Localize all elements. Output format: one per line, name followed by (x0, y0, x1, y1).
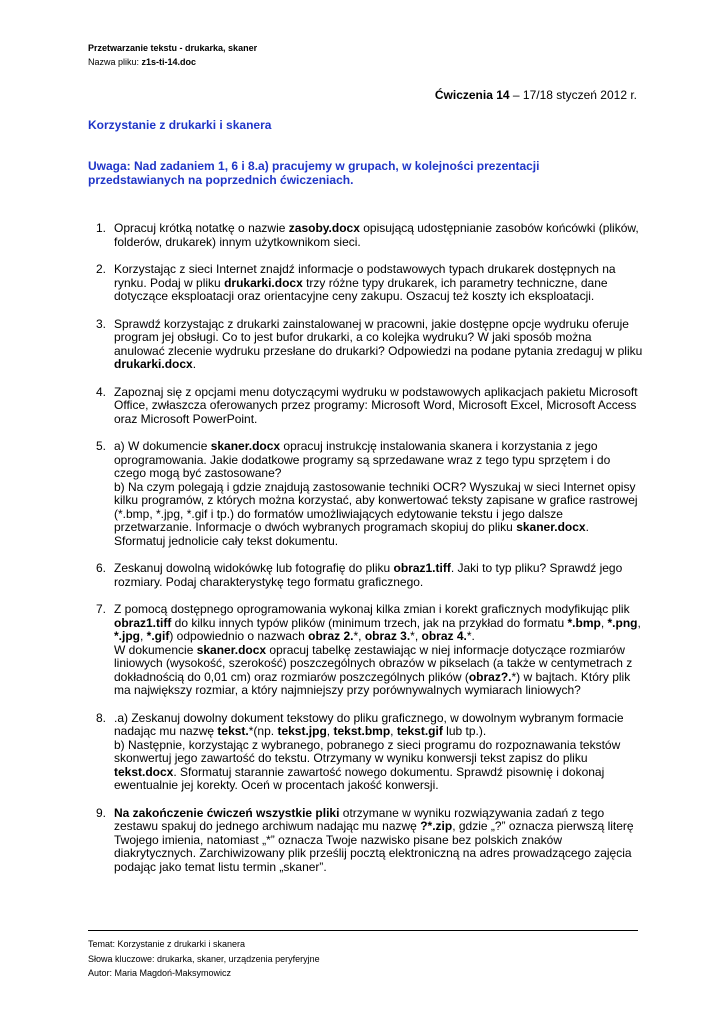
task-text: Z pomocą dostępnego oprogramowania wykonaj kilka zmian i korekt graficznych modyfikując plik (114, 602, 630, 616)
task-text: , gdzie „?” oznacza pierwszą literę Twojego imienia, natomiast „*” oznacza Twoje nazwisko pisane bez polskich znaków diakrytycznych. Zarchiwizowany plik prześlij pocztą elektroniczną na adres prowadzącego zajęcia podając jako temat listu termin „skaner”. (114, 819, 634, 874)
task-bold-text: obraz 2. (308, 629, 354, 643)
footer-divider (88, 930, 638, 931)
footer-keywords: Słowa kluczowe: drukarka, skaner, urządzenia peryferyjne (88, 954, 320, 964)
task-number: 5. (96, 439, 107, 453)
task-bold-text: obraz 4. (421, 629, 467, 643)
task-bold-text: tekst.jpg (277, 724, 327, 738)
task-list (88, 222, 643, 888)
task-bold-text: obraz?. (468, 669, 512, 684)
task-text: . Sformatuj jednolicie cały tekst dokumentu. (114, 520, 589, 548)
task-text: trzy różne typy drukarek, ich parametry techniczne, dane dotyczące eksploatacji oraz orientacyjne ceny zakupu. Oszacuj też koszty ich eksploatacji. (114, 275, 608, 303)
task-bold-text: *.png (607, 615, 638, 630)
task-text: .a) Zeskanuj dowolny dokument tekstowy do pliku graficznego, w dowolnym wybranym formacie nadając mu nazwę (114, 710, 624, 738)
task-text: , (637, 615, 641, 630)
task-bold-text: *.jpg (114, 629, 140, 643)
task-bold-text: skaner.docx (516, 520, 586, 534)
task-bold-text: *.bmp (567, 615, 601, 630)
task-bold-text: ?*.zip (420, 819, 453, 833)
task-item (88, 440, 643, 548)
task-text: . Jaki to typ pliku? Sprawdź jego rozmiary. Podaj charakterystykę tego formatu graficznego. (114, 561, 623, 589)
task-item (88, 807, 643, 875)
task-text: . (192, 357, 197, 371)
task-text: lub tp.). (442, 724, 487, 738)
task-number: 4. (96, 384, 107, 399)
task-text: Sprawdź korzystając z drukarki zainstalowanej w pracowni, jakie dostępne opcje wydruku oferuje program jej obsługi. Co to jest bufor drukarki, a co kolejka wydruku? W jaki sposób można anulować zlecenie wydruku przesłane do drukarki? Odpowiedzi na podane pytania zredaguj w pliku (114, 316, 643, 358)
task-bold-text: Na zakończenie ćwiczeń wszystkie pliki (114, 805, 340, 820)
task-bold-text: zasoby.docx (288, 221, 360, 235)
task-bold-text: skaner.docx (210, 439, 281, 453)
task-item (88, 603, 643, 698)
task-text: *) w bajtach. Który plik ma największy rozmiar, a który najmniejszy przy porównywalnych wymiarach liniowych? (114, 669, 631, 697)
task-item (88, 263, 643, 304)
task-bold-text: obraz 3. (364, 629, 411, 643)
task-text: do kilku innych typów plików (minimum trzech, jak na przykład do formatu (171, 615, 568, 630)
task-number: 7. (96, 602, 107, 616)
task-item (88, 712, 643, 793)
task-bold-text: tekst. (217, 724, 249, 738)
group-work-note: Uwaga: Nad zadaniem 1, 6 i 8.a) pracujemy w grupach, w kolejności prezentacji przedstawianych na poprzednich ćwiczeniach. (88, 159, 540, 187)
task-text: ) odpowiednio o nazwach (169, 629, 309, 643)
task-text: . Sformatuj starannie zawartość nowego dokumentu. Sprawdź pisownię i dokonaj ewentualnie jej korekty. Oceń w procentach jakość konwersji. (114, 764, 605, 792)
task-text: W dokumencie (114, 642, 197, 657)
task-number: 6. (96, 561, 107, 575)
task-text: *, (353, 629, 365, 643)
task-text: *, (410, 629, 422, 643)
task-number: 9. (96, 805, 107, 820)
task-bold-text: tekst.bmp (333, 724, 391, 738)
task-bold-text: drukarki.docx (224, 275, 303, 290)
task-text: Zapoznaj się z opcjami menu dotyczącymi wydruku w podstawowych aplikacjach pakietu Microsoft Office, zwłaszcza oferowanych przez programy: Microsoft Word, Microsoft Excel, Microsoft Access oraz Microsoft PowerPoint. (114, 384, 638, 426)
exercise-label: Ćwiczenia 14 (434, 88, 510, 102)
file-name-value: z1s-ti-14.doc (141, 57, 197, 67)
task-text: b) Na czym polegają i gdzie znajdują zastosowanie techniki OCR? Wyszukaj w sieci Internet opisy kilku programów, z których można korzystać, aby konwertować teksty zapisane w grafice rastrowej (*.bmp, *.jpg, *.gif i tp.) do formatów umożliwiających edytowanie tekstu i jego dalsze przetwarzanie. Informacje o dwóch wybranych programach skopiuj do pliku (114, 479, 638, 534)
subject-heading: Korzystanie z drukarki i skanera (88, 118, 272, 132)
footer-author: Autor: Maria Magdoń-Maksymowicz (88, 968, 232, 978)
task-text: a) W dokumencie (114, 439, 211, 453)
task-text: *(np. (248, 724, 278, 738)
task-item (88, 386, 643, 427)
task-text: Zeskanuj dowolną widokówkę lub fotografię do pliku (114, 561, 394, 575)
task-text: *. (466, 629, 475, 643)
task-text: opracuj instrukcję instalowania skanera i korzystania z jego oprogramowania. Jakie dodatkowe programy są sprzedawane wraz z tego typu sprzętem i do czego mogą być zastosowane? (114, 439, 611, 480)
task-bold-text: skaner.docx (196, 642, 267, 657)
task-text: otrzymane w wyniku rozwiązywania zadań z tego zestawu spakuj do jednego archiwum nadając mu nazwę (114, 805, 605, 833)
task-text: Opracuj krótką notatkę o nazwie (114, 221, 289, 235)
task-bold-text: tekst.docx (114, 764, 174, 779)
task-bold-text: tekst.gif (396, 724, 443, 738)
task-bold-text: obraz1.tiff (393, 561, 451, 575)
document-header-title: Przetwarzanie tekstu - drukarka, skaner (88, 43, 258, 53)
exercise-date-text: – 17/18 styczeń 2012 r. (509, 88, 637, 102)
task-item (88, 318, 643, 372)
task-text: , (140, 629, 147, 643)
task-text: b) Następnie, korzystając z wybranego, pobranego z sieci programu do rozpoznawania tekstów skonwertuj jego zawartość do tekstu. Otrzymany w wyniku konwersji tekst zapisz do pliku (114, 737, 621, 765)
task-bold-text: *.gif (146, 629, 170, 643)
task-text: opisującą udostępnianie zasobów końcówki (plików, folderów, drukarek) innym użytkownikom sieci. (114, 221, 639, 249)
task-number: 1. (96, 221, 107, 235)
task-item (88, 222, 643, 249)
task-number: 3. (96, 316, 107, 331)
file-name-label: Nazwa pliku: (88, 57, 140, 67)
task-number: 8. (96, 710, 107, 725)
task-bold-text: obraz1.tiff (114, 615, 172, 630)
file-name-line (88, 56, 196, 69)
task-item (88, 562, 643, 589)
task-text: , (390, 724, 397, 738)
task-text: , (326, 724, 334, 738)
task-text: Korzystając z sieci Internet znajdź informacje o podstawowych typach drukarek dostępnych na rynku. Podaj w pliku (114, 262, 616, 290)
exercise-date (435, 88, 637, 102)
task-number: 2. (96, 262, 107, 276)
footer-topic: Temat: Korzystanie z drukarki i skanera (88, 939, 246, 949)
task-text: , (600, 615, 608, 630)
task-text: opracuj tabelkę zestawiając w niej informacje dotyczące rozmiarów liniowych (wysokość, szerokość) poszczególnych obrazów w pikselach (a także w centymetrach z dokładnością do 0,01 cm) oraz rozmiarów poszczególnych plików ( (114, 642, 633, 684)
task-bold-text: drukarki.docx (114, 357, 193, 371)
